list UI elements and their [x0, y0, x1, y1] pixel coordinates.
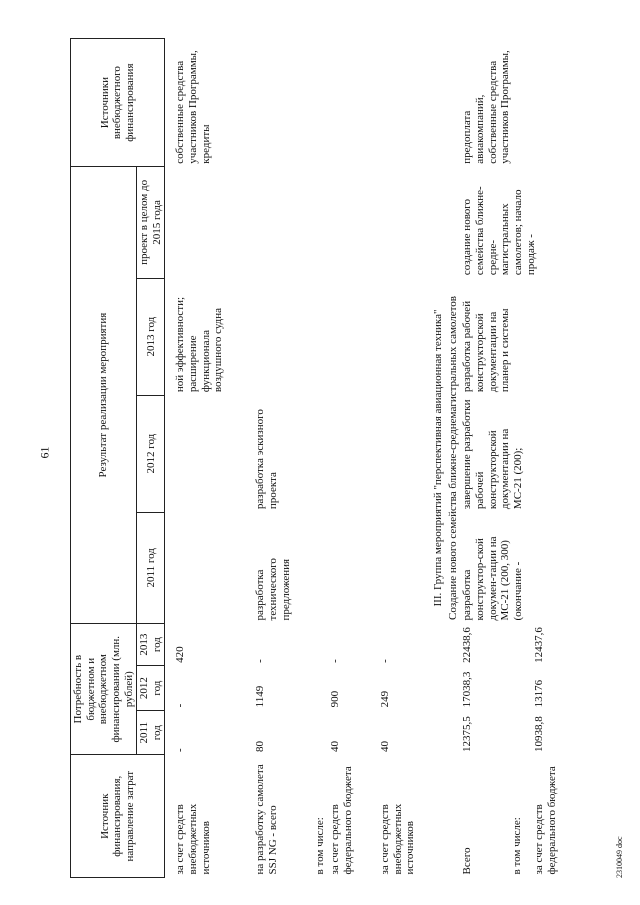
row-label: на разработку самолета SSJ NG - всего [254, 764, 280, 875]
funding-source: предоплата авиакомпаний, собственные средства участников Программы, [461, 50, 512, 164]
header-r2011: 2011 год [137, 512, 165, 623]
cell-2013: - [254, 659, 267, 663]
result-2013: ной эффективности; расширение функционала воздушного судна [174, 296, 225, 393]
cell-2013: 420 [174, 646, 187, 663]
cell-2012: 1149 [254, 685, 267, 708]
cell-2013: 12437,6 [533, 627, 546, 663]
header-source: Источник финансирования, направление затрат [71, 755, 165, 878]
table-row [313, 39, 328, 878]
cell-2012: - [174, 703, 187, 708]
row-label: за счет средств внебюджетных источников [379, 803, 417, 875]
header-y2012: 2012 год [137, 666, 165, 711]
result-2011: разработка технического предложения [254, 558, 292, 621]
cell-2012: 900 [329, 690, 342, 708]
cell-2011: 40 [379, 740, 392, 752]
result-2015 [253, 167, 313, 278]
cell-2011: 40 [329, 740, 342, 752]
header-r2012: 2012 год [137, 395, 165, 512]
cell-2011: - [174, 748, 187, 752]
table-row [328, 39, 378, 878]
result-2012: завершение разработки рабочей конструкторской документации на МС-21 (200); [461, 399, 524, 510]
section-subtitle: Создание нового семейства ближне-среднемагистральных самолетов [446, 295, 459, 621]
table-row [253, 39, 313, 878]
row-label: за счет средств внебюджетных источников [174, 803, 212, 875]
cell-2012: 249 [379, 690, 392, 708]
cell-2012: 13176 [533, 679, 546, 708]
funding-source [253, 39, 313, 167]
cell-2012: 17038,3 [461, 671, 474, 708]
result-2013: разработка рабочей конструкторской документации на планер и системы [461, 300, 512, 393]
footer-doc-id: 2310049 doc [615, 836, 624, 878]
cell-2013: - [379, 659, 392, 663]
header-y2013: 2013 год [137, 623, 165, 665]
funding-source: собственные средства участников Программы, кредиты [174, 50, 212, 164]
section-title: III. Группа мероприятий "перспективная авиационная техника" [432, 309, 445, 607]
result-2015: создание нового семейства ближне-средне-магистральных самолетов; начало продаж - [461, 186, 537, 276]
header-r2013: 2013 год [137, 278, 165, 395]
financing-table [70, 38, 560, 878]
table-row [460, 39, 510, 878]
cell-2011: 80 [254, 740, 267, 752]
result-2012: разработка эскизного проекта [254, 409, 280, 510]
result-2011: разработка конструктор-ской докумен-тации на МС-21 (200, 300) (окончание - [461, 536, 524, 621]
cell-2011: 12375,5 [461, 716, 474, 752]
row-label: в том числе: [511, 817, 524, 875]
row-label: за счет средств федерального бюджета [533, 766, 559, 875]
rotated-page [70, 38, 630, 878]
table-row [378, 39, 428, 878]
header-r2015: проект в целом до 2015 года [137, 167, 165, 278]
result-2012 [173, 395, 253, 512]
header-result: Результат реализации мероприятия [71, 167, 137, 624]
result-2011 [173, 512, 253, 623]
page-number: 61 [37, 446, 52, 459]
header-extra: Источники внебюджетного финансирования [71, 39, 165, 167]
cell-2013: 22438,6 [461, 627, 474, 663]
row-label: за счет средств федерального бюджета [329, 766, 354, 875]
cell-2011: 10938,8 [533, 716, 546, 752]
row-label: в том числе: [314, 817, 327, 875]
result-2015 [173, 167, 253, 278]
row-label: Всего [461, 847, 474, 875]
result-2013 [253, 278, 313, 395]
cell-2013: - [329, 659, 342, 663]
header-y2011: 2011 год [137, 710, 165, 755]
header-need: Потребность в бюджетном и внебюджетном финансировании (млн. рублей) [71, 623, 137, 754]
table-row [173, 39, 253, 878]
